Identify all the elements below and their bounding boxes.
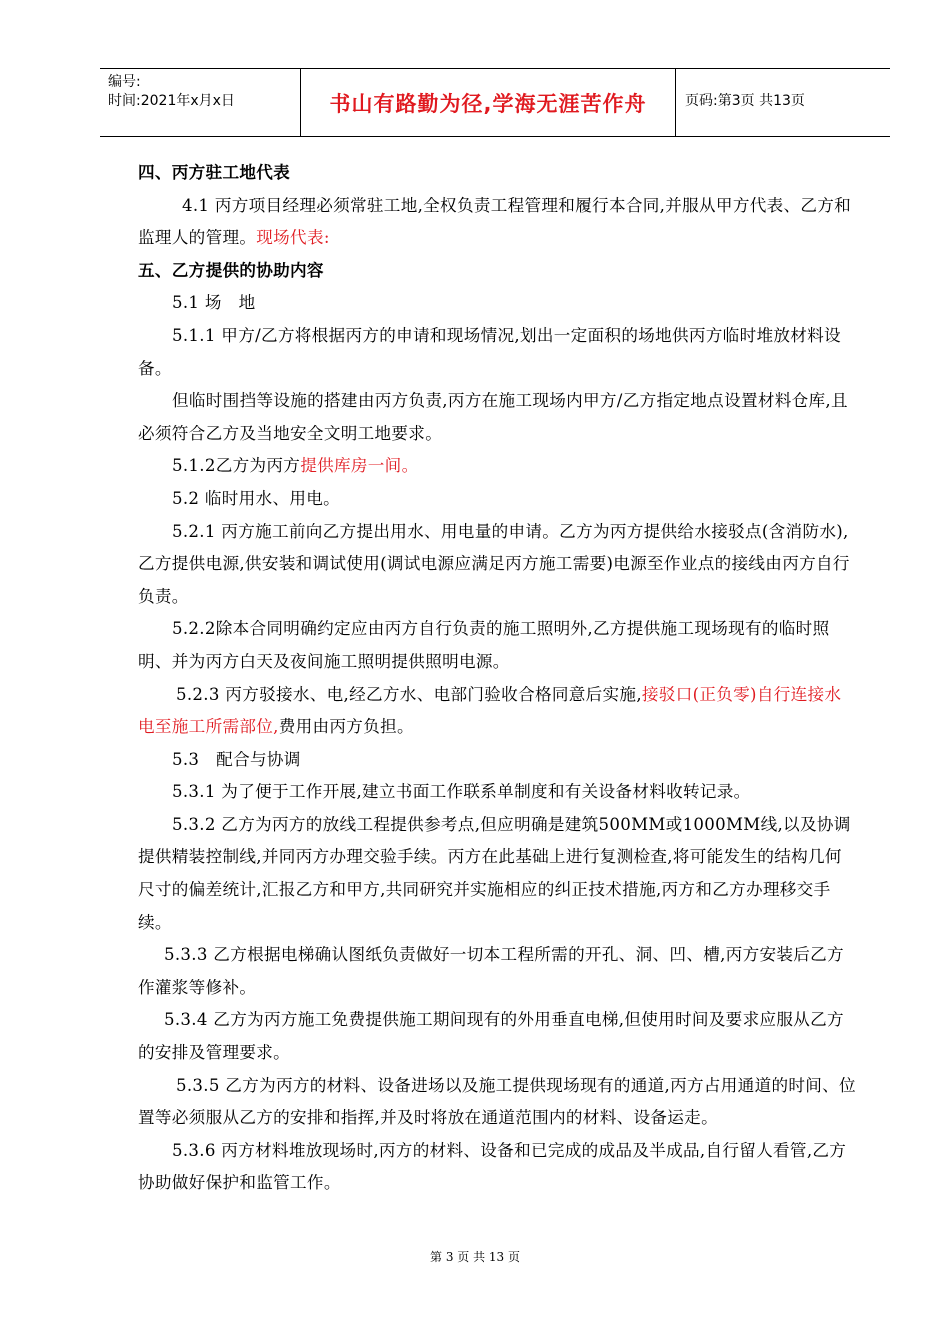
highlighted-text: 提供库房一间。 (300, 456, 419, 476)
paragraph-4-1 (138, 190, 856, 255)
paragraph-5-2-1: 5.2.1 丙方施工前向乙方提出用水、用电量的申请。乙方为丙方提供给水接驳点(含消防水),乙方提供电源,供安装和调试使用(调试电源应满足丙方施工需要)电源至作业点的接线由丙方自行负责。 (138, 521, 850, 606)
page-footer: 第 3 页 共 13 页 (430, 1250, 520, 1264)
paragraph-5-3: 5.3 配合与协调 (172, 749, 301, 769)
paragraph-5-1-2 (138, 450, 856, 483)
paragraph-5-1-1b: 但临时围挡等设施的搭建由丙方负责,丙方在施工现场内甲方/乙方指定地点设置材料仓库,且必须符合乙方及当地安全文明工地要求。 (138, 391, 848, 443)
paragraph-5-1: 5.1 场 地 (172, 293, 256, 313)
paragraph-5-3-2: 5.3.2 乙方为丙方的放线工程提供参考点,但应明确是建筑500MM或1000MM线,以及协调提供精装控制线,并同丙方办理交验手续。丙方在此基础上进行复测检查,将可能发生的结构几何尺寸的偏差统计,汇报乙方和甲方,共同研究并实施相应的纠正技术措施,丙方和乙方办理移交手续。 (138, 814, 851, 932)
paragraph-5-3-3: 5.3.3 乙方根据电梯确认图纸负责做好一切本工程所需的开孔、洞、凹、槽,丙方安装后乙方作灌浆等修补。 (138, 945, 844, 997)
paragraph-5-1-1: 5.1.1 甲方/乙方将根据丙方的申请和现场情况,划出一定面积的场地供丙方临时堆放材料设备。 (138, 325, 841, 378)
header-page-label: 页码:第3页 共13页 (685, 93, 805, 109)
paragraph-5-3-1: 5.3.1 为了便于工作开展,建立书面工作联系单制度和有关设备材料收转记录。 (172, 782, 751, 802)
highlighted-text: 接驳口(正负零)自行连接水电至施工所需部位, (138, 684, 842, 737)
page-header (100, 68, 890, 137)
paragraph-text: 5.2.3 丙方驳接水、电,经乙方水、电部门验收合格同意后实施, (176, 684, 642, 704)
section-heading-4: 四、丙方驻工地代表 (138, 163, 291, 182)
paragraph-text: 费用由丙方负担。 (278, 717, 414, 737)
paragraph-text: 4.1 丙方项目经理必须常驻工地,全权负责工程管理和履行本合同,并服从甲方代表、乙方和监理人的管理。 (138, 195, 852, 248)
highlighted-text: 现场代表: (256, 228, 330, 248)
header-divider (675, 69, 676, 136)
number-label: 编号: (108, 74, 141, 90)
paragraph-5-2-3 (138, 679, 856, 744)
paragraph-5-3-5: 5.3.5 乙方为丙方的材料、设备进场以及施工提供现场现有的通道,丙方占用通道的时间、位置等必须服从乙方的安排和指挥,并及时将放在通道范围内的材料、设备运走。 (138, 1075, 856, 1128)
document-body (138, 157, 856, 1200)
header-motto: 书山有路勤为径,学海无涯苦作舟 (329, 91, 647, 116)
paragraph-5-3-6: 5.3.6 丙方材料堆放现场时,丙方的材料、设备和已完成的成品及半成品,自行留人看管,乙方协助做好保护和监管工作。 (138, 1140, 847, 1193)
header-meta (108, 73, 235, 111)
paragraph-5-2-2: 5.2.2除本合同明确约定应由丙方自行负责的施工照明外,乙方提供施工现场现有的临时照明、并为丙方白天及夜间施工照明提供照明电源。 (138, 619, 830, 671)
paragraph-text: 5.1.2乙方为丙方 (172, 456, 301, 476)
paragraph-5-2: 5.2 临时用水、用电。 (172, 488, 341, 508)
paragraph-5-3-4: 5.3.4 乙方为丙方施工免费提供施工期间现有的外用垂直电梯,但使用时间及要求应服从乙方的安排及管理要求。 (138, 1010, 844, 1063)
time-label: 时间:2021年x月x日 (108, 93, 235, 109)
section-heading-5: 五、乙方提供的协助内容 (138, 260, 324, 280)
